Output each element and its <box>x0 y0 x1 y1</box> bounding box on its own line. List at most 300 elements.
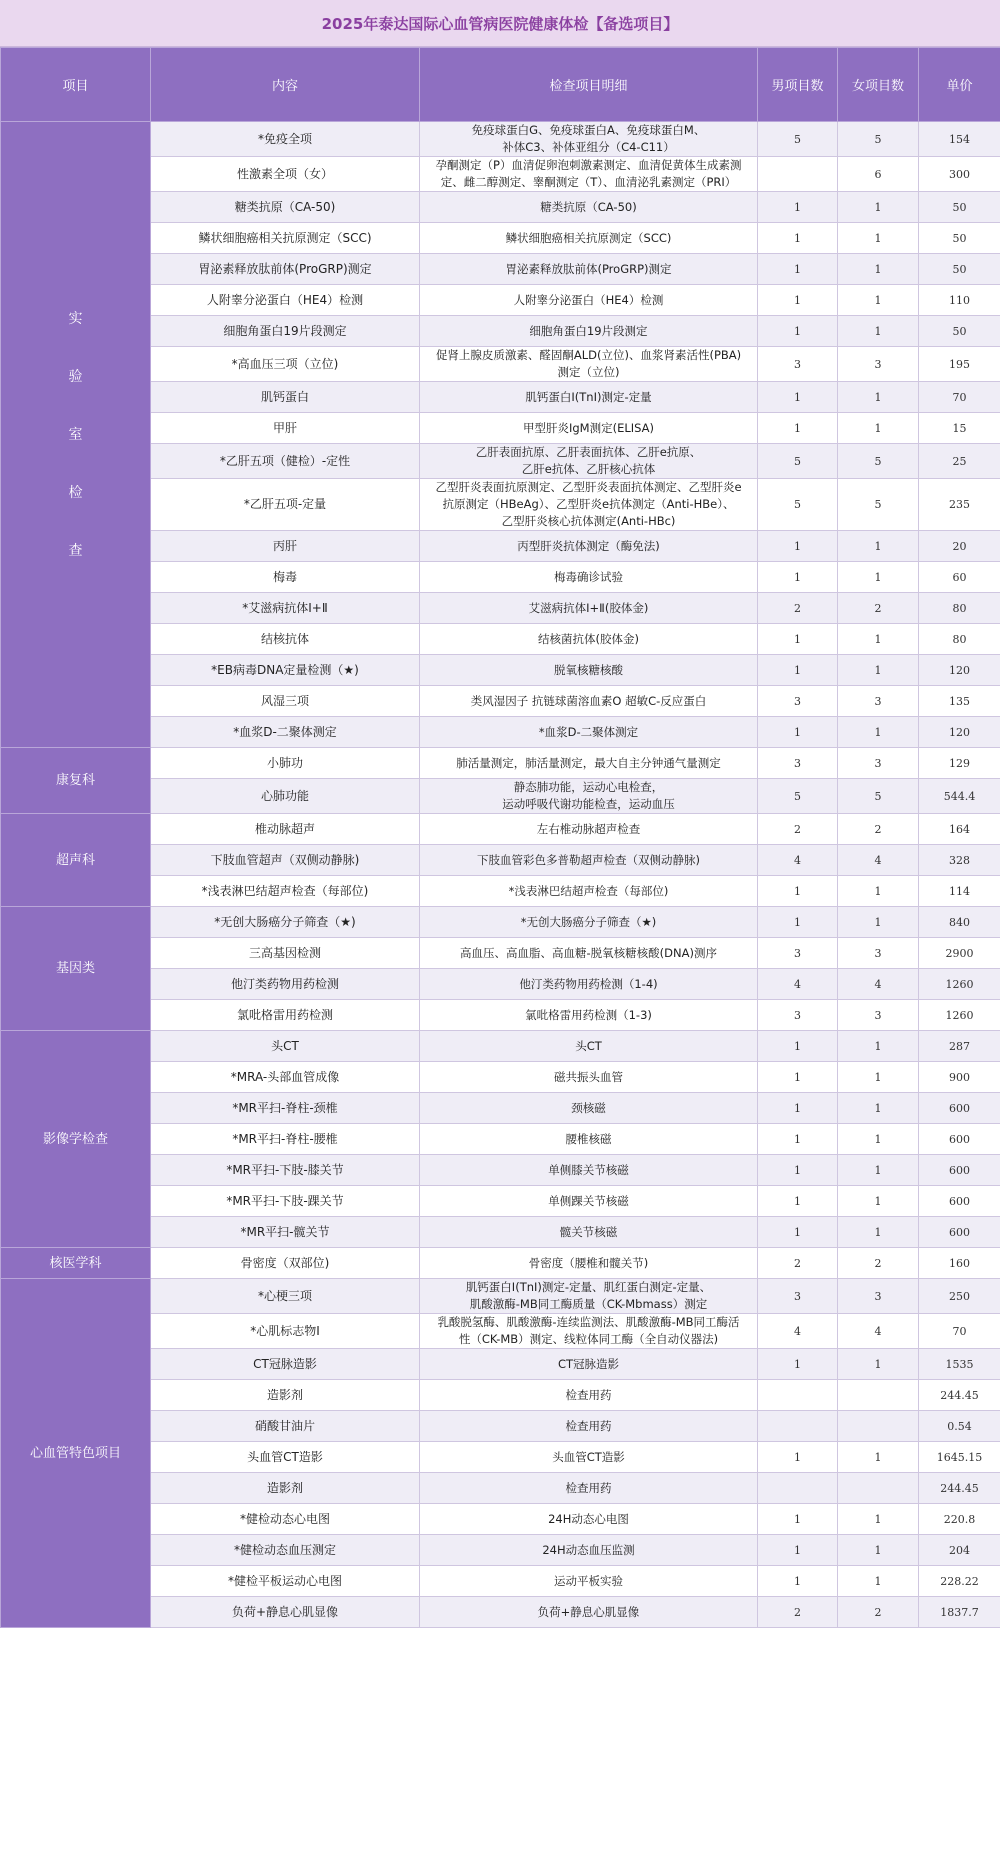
female-count: 1 <box>838 1217 919 1248</box>
male-count: 1 <box>758 1186 838 1217</box>
male-count: 5 <box>758 479 838 531</box>
male-count <box>758 1473 838 1504</box>
unit-price: 195 <box>919 347 1000 382</box>
female-count: 1 <box>838 1093 919 1124</box>
item-detail: 糖类抗原（CA-50) <box>420 192 758 223</box>
table-row <box>1 1597 1000 1628</box>
unit-price: 0.54 <box>919 1411 1000 1442</box>
header-detail: 检查项目明细 <box>420 48 758 122</box>
table-row <box>1 1155 1000 1186</box>
table-header-row <box>1 48 1000 122</box>
unit-price: 600 <box>919 1186 1000 1217</box>
item-content: *健检动态血压测定 <box>151 1535 420 1566</box>
category-cell-imaging <box>1 1031 151 1248</box>
item-detail: *血浆D-二聚体测定 <box>420 717 758 748</box>
table-row <box>1 1124 1000 1155</box>
unit-price: 129 <box>919 748 1000 779</box>
table-row <box>1 938 1000 969</box>
category-cell-cardio <box>1 1279 151 1628</box>
item-detail: 腰椎核磁 <box>420 1124 758 1155</box>
item-detail: 运动平板实验 <box>420 1566 758 1597</box>
male-count: 1 <box>758 254 838 285</box>
female-count: 2 <box>838 814 919 845</box>
table-row <box>1 876 1000 907</box>
item-content: 甲肝 <box>151 413 420 444</box>
item-content: 三高基因检测 <box>151 938 420 969</box>
female-count: 1 <box>838 1535 919 1566</box>
item-detail: 左右椎动脉超声检查 <box>420 814 758 845</box>
table-row <box>1 624 1000 655</box>
male-count: 3 <box>758 686 838 717</box>
male-count: 1 <box>758 1217 838 1248</box>
item-detail: 高血压、高血脂、高血糖-脱氧核糖核酸(DNA)测序 <box>420 938 758 969</box>
unit-price: 20 <box>919 531 1000 562</box>
item-content: 鳞状细胞癌相关抗原测定（SCC) <box>151 223 420 254</box>
unit-price: 287 <box>919 1031 1000 1062</box>
table-row <box>1 1217 1000 1248</box>
unit-price: 114 <box>919 876 1000 907</box>
item-content: *MR平扫-脊柱-腰椎 <box>151 1124 420 1155</box>
male-count: 1 <box>758 285 838 316</box>
unit-price: 1535 <box>919 1349 1000 1380</box>
male-count: 1 <box>758 562 838 593</box>
item-content: 心肺功能 <box>151 779 420 814</box>
female-count: 4 <box>838 845 919 876</box>
female-count: 1 <box>838 624 919 655</box>
unit-price: 1260 <box>919 1000 1000 1031</box>
table-row <box>1 1566 1000 1597</box>
female-count: 1 <box>838 285 919 316</box>
male-count: 1 <box>758 624 838 655</box>
item-detail: 单侧膝关节核磁 <box>420 1155 758 1186</box>
unit-price: 50 <box>919 192 1000 223</box>
female-count: 5 <box>838 779 919 814</box>
table-body <box>1 122 1000 1628</box>
category-cell-nuclear <box>1 1248 151 1279</box>
male-count: 1 <box>758 1062 838 1093</box>
category-cell-ultrasound <box>1 814 151 907</box>
table-row <box>1 1186 1000 1217</box>
table-row <box>1 1442 1000 1473</box>
unit-price: 60 <box>919 562 1000 593</box>
item-content: 氯吡格雷用药检测 <box>151 1000 420 1031</box>
female-count: 2 <box>838 1597 919 1628</box>
item-content: *健检平板运动心电图 <box>151 1566 420 1597</box>
male-count <box>758 1411 838 1442</box>
male-count: 1 <box>758 382 838 413</box>
female-count <box>838 1411 919 1442</box>
male-count: 2 <box>758 1597 838 1628</box>
male-count: 1 <box>758 1566 838 1597</box>
item-content: 造影剂 <box>151 1380 420 1411</box>
table-row <box>1 1349 1000 1380</box>
table-row <box>1 593 1000 624</box>
header-female-count: 女项目数 <box>838 48 919 122</box>
male-count: 1 <box>758 316 838 347</box>
item-detail: 肺活量测定，肺活量测定，最大自主分钟通气量测定 <box>420 748 758 779</box>
male-count: 2 <box>758 593 838 624</box>
item-detail: 促肾上腺皮质激素、醛固酮ALD(立位)、血浆肾素活性(PBA) 测定（立位) <box>420 347 758 382</box>
unit-price: 244.45 <box>919 1380 1000 1411</box>
unit-price: 840 <box>919 907 1000 938</box>
unit-price: 110 <box>919 285 1000 316</box>
table-row <box>1 845 1000 876</box>
item-content: 造影剂 <box>151 1473 420 1504</box>
table-row <box>1 1000 1000 1031</box>
header-male-count: 男项目数 <box>758 48 838 122</box>
item-content: 头血管CT造影 <box>151 1442 420 1473</box>
item-content: 头CT <box>151 1031 420 1062</box>
item-detail: 静态肺功能，运动心电检查， 运动呼吸代谢功能检查，运动血压 <box>420 779 758 814</box>
female-count: 3 <box>838 938 919 969</box>
item-detail: 颈核磁 <box>420 1093 758 1124</box>
female-count: 5 <box>838 479 919 531</box>
unit-price: 900 <box>919 1062 1000 1093</box>
unit-price: 300 <box>919 157 1000 192</box>
unit-price: 544.4 <box>919 779 1000 814</box>
female-count: 3 <box>838 1000 919 1031</box>
table-row <box>1 316 1000 347</box>
unit-price: 228.22 <box>919 1566 1000 1597</box>
item-detail: 头CT <box>420 1031 758 1062</box>
table-row <box>1 717 1000 748</box>
item-content: *艾滋病抗体Ⅰ+Ⅱ <box>151 593 420 624</box>
unit-price: 600 <box>919 1217 1000 1248</box>
male-count: 1 <box>758 413 838 444</box>
female-count: 1 <box>838 1442 919 1473</box>
item-detail: 梅毒确诊试验 <box>420 562 758 593</box>
item-content: *浅表淋巴结超声检查（每部位) <box>151 876 420 907</box>
item-content: *免疫全项 <box>151 122 420 157</box>
female-count: 1 <box>838 413 919 444</box>
item-content: *MRA-头部血管成像 <box>151 1062 420 1093</box>
item-content: *MR平扫-下肢-踝关节 <box>151 1186 420 1217</box>
item-content: 小肺功 <box>151 748 420 779</box>
item-detail: 骨密度（腰椎和髋关节) <box>420 1248 758 1279</box>
male-count: 3 <box>758 1000 838 1031</box>
table-row <box>1 686 1000 717</box>
female-count: 5 <box>838 444 919 479</box>
male-count: 3 <box>758 748 838 779</box>
female-count: 1 <box>838 1186 919 1217</box>
female-count: 4 <box>838 1314 919 1349</box>
male-count <box>758 1380 838 1411</box>
table-row <box>1 479 1000 531</box>
table-row <box>1 1031 1000 1062</box>
male-count: 3 <box>758 347 838 382</box>
unit-price: 70 <box>919 1314 1000 1349</box>
table-row <box>1 122 1000 157</box>
table-row <box>1 223 1000 254</box>
item-content: 胃泌素释放肽前体(ProGRP)测定 <box>151 254 420 285</box>
exam-table <box>0 47 1000 1628</box>
unit-price: 135 <box>919 686 1000 717</box>
unit-price: 25 <box>919 444 1000 479</box>
male-count: 1 <box>758 1031 838 1062</box>
female-count <box>838 1473 919 1504</box>
item-detail: 乳酸脱氢酶、肌酸激酶-连续监测法、肌酸激酶-MB同工酶活 性（CK-MB）测定、线粒体同工酶（全自动仪器法) <box>420 1314 758 1349</box>
table-row <box>1 413 1000 444</box>
item-content: *乙肝五项（健检）-定性 <box>151 444 420 479</box>
header-price: 单价 <box>919 48 1000 122</box>
female-count: 3 <box>838 686 919 717</box>
item-content: 下肢血管超声（双侧动静脉) <box>151 845 420 876</box>
female-count: 1 <box>838 717 919 748</box>
unit-price: 15 <box>919 413 1000 444</box>
table-row <box>1 1473 1000 1504</box>
item-content: 他汀类药物用药检测 <box>151 969 420 1000</box>
item-content: 硝酸甘油片 <box>151 1411 420 1442</box>
male-count: 3 <box>758 938 838 969</box>
unit-price: 204 <box>919 1535 1000 1566</box>
item-detail: *无创大肠癌分子筛查（★) <box>420 907 758 938</box>
table-row <box>1 1411 1000 1442</box>
male-count: 1 <box>758 1349 838 1380</box>
category-label: 康复科 <box>55 773 95 788</box>
male-count: 1 <box>758 192 838 223</box>
table-row <box>1 655 1000 686</box>
table-row <box>1 531 1000 562</box>
item-content: *血浆D-二聚体测定 <box>151 717 420 748</box>
unit-price: 600 <box>919 1093 1000 1124</box>
female-count: 1 <box>838 192 919 223</box>
item-detail: 他汀类药物用药检测（1-4) <box>420 969 758 1000</box>
female-count: 1 <box>838 655 919 686</box>
item-detail: 24H动态心电图 <box>420 1504 758 1535</box>
unit-price: 1260 <box>919 969 1000 1000</box>
male-count: 1 <box>758 655 838 686</box>
female-count <box>838 1380 919 1411</box>
item-detail: 结核菌抗体(胶体金) <box>420 624 758 655</box>
unit-price: 70 <box>919 382 1000 413</box>
female-count: 2 <box>838 1248 919 1279</box>
unit-price: 120 <box>919 655 1000 686</box>
item-content: *EB病毒DNA定量检测（★) <box>151 655 420 686</box>
item-content: 细胞角蛋白19片段测定 <box>151 316 420 347</box>
category-cell-gene <box>1 907 151 1031</box>
unit-price: 220.8 <box>919 1504 1000 1535</box>
item-content: 梅毒 <box>151 562 420 593</box>
table-row <box>1 969 1000 1000</box>
female-count: 1 <box>838 562 919 593</box>
item-content: *健检动态心电图 <box>151 1504 420 1535</box>
item-detail: 髋关节核磁 <box>420 1217 758 1248</box>
female-count: 1 <box>838 907 919 938</box>
table-row <box>1 444 1000 479</box>
table-row <box>1 1279 1000 1314</box>
unit-price: 50 <box>919 316 1000 347</box>
item-detail: 类风湿因子 抗链球菌溶血素O 超敏C-反应蛋白 <box>420 686 758 717</box>
table-row <box>1 562 1000 593</box>
item-content: *乙肝五项-定量 <box>151 479 420 531</box>
page-title: 2025年泰达国际心血管病医院健康体检【备选项目】 <box>0 0 1000 47</box>
category-label: 基因类 <box>55 961 95 976</box>
female-count: 4 <box>838 969 919 1000</box>
unit-price: 2900 <box>919 938 1000 969</box>
female-count: 6 <box>838 157 919 192</box>
item-detail: 甲型肝炎IgM测定(ELISA) <box>420 413 758 444</box>
male-count: 4 <box>758 845 838 876</box>
female-count: 1 <box>838 1566 919 1597</box>
male-count: 1 <box>758 1442 838 1473</box>
item-detail: *浅表淋巴结超声检查（每部位) <box>420 876 758 907</box>
unit-price: 600 <box>919 1124 1000 1155</box>
male-count: 1 <box>758 223 838 254</box>
unit-price: 1645.15 <box>919 1442 1000 1473</box>
item-detail: 24H动态血压监测 <box>420 1535 758 1566</box>
unit-price: 50 <box>919 254 1000 285</box>
unit-price: 600 <box>919 1155 1000 1186</box>
female-count: 1 <box>838 531 919 562</box>
table-row <box>1 907 1000 938</box>
female-count: 1 <box>838 1031 919 1062</box>
male-count: 5 <box>758 122 838 157</box>
item-content: *MR平扫-下肢-膝关节 <box>151 1155 420 1186</box>
table-row <box>1 157 1000 192</box>
male-count <box>758 157 838 192</box>
item-detail: 乙肝表面抗原、乙肝表面抗体、乙肝e抗原、 乙肝e抗体、乙肝核心抗体 <box>420 444 758 479</box>
item-content: *MR平扫-髋关节 <box>151 1217 420 1248</box>
female-count: 1 <box>838 1504 919 1535</box>
category-label: 实 验 室 检 查 <box>68 310 83 559</box>
category-cell-lab <box>1 122 151 748</box>
item-content: 肌钙蛋白 <box>151 382 420 413</box>
item-content: CT冠脉造影 <box>151 1349 420 1380</box>
table-row <box>1 1248 1000 1279</box>
male-count: 5 <box>758 779 838 814</box>
male-count: 1 <box>758 876 838 907</box>
item-content: 性激素全项（女） <box>151 157 420 192</box>
female-count: 1 <box>838 1155 919 1186</box>
unit-price: 120 <box>919 717 1000 748</box>
table-row <box>1 1504 1000 1535</box>
item-detail: 检查用药 <box>420 1473 758 1504</box>
table-row <box>1 779 1000 814</box>
item-content: *心肌标志物I <box>151 1314 420 1349</box>
female-count: 2 <box>838 593 919 624</box>
item-detail: 鳞状细胞癌相关抗原测定（SCC) <box>420 223 758 254</box>
female-count: 3 <box>838 1279 919 1314</box>
male-count: 1 <box>758 1535 838 1566</box>
female-count: 1 <box>838 223 919 254</box>
unit-price: 250 <box>919 1279 1000 1314</box>
item-detail: CT冠脉造影 <box>420 1349 758 1380</box>
item-content: 椎动脉超声 <box>151 814 420 845</box>
item-content: *MR平扫-脊柱-颈椎 <box>151 1093 420 1124</box>
category-label: 心血管特色项目 <box>29 1445 121 1461</box>
table-row <box>1 1062 1000 1093</box>
table-row <box>1 192 1000 223</box>
item-content: 丙肝 <box>151 531 420 562</box>
male-count: 4 <box>758 1314 838 1349</box>
item-detail: 免疫球蛋白G、免疫球蛋白A、免疫球蛋白M、 补体C3、补体亚组分（C4-C11） <box>420 122 758 157</box>
item-detail: 细胞角蛋白19片段测定 <box>420 316 758 347</box>
item-content: 糖类抗原（CA-50) <box>151 192 420 223</box>
item-detail: 乙型肝炎表面抗原测定、乙型肝炎表面抗体测定、乙型肝炎e 抗原测定（HBeAg）、乙型肝炎e抗体测定（Anti-HBe）、 乙型肝炎核心抗体测定(Anti-HBc) <box>420 479 758 531</box>
item-detail: 氯吡格雷用药检测（1-3) <box>420 1000 758 1031</box>
item-detail: 胃泌素释放肽前体(ProGRP)测定 <box>420 254 758 285</box>
unit-price: 50 <box>919 223 1000 254</box>
table-row <box>1 1535 1000 1566</box>
table-row <box>1 1093 1000 1124</box>
item-content: 结核抗体 <box>151 624 420 655</box>
item-detail: 肌钙蛋白I(TnI)测定-定量 <box>420 382 758 413</box>
item-content: 骨密度（双部位) <box>151 1248 420 1279</box>
unit-price: 235 <box>919 479 1000 531</box>
male-count: 1 <box>758 1124 838 1155</box>
unit-price: 160 <box>919 1248 1000 1279</box>
item-detail: 艾滋病抗体Ⅰ+Ⅱ(胶体金) <box>420 593 758 624</box>
unit-price: 164 <box>919 814 1000 845</box>
female-count: 3 <box>838 748 919 779</box>
item-detail: 肌钙蛋白I(TnI)测定-定量、肌红蛋白测定-定量、 肌酸激酶-MB同工酶质量（CK-Mbmass）测定 <box>420 1279 758 1314</box>
table-row <box>1 1380 1000 1411</box>
category-label: 影像学检查 <box>42 1131 108 1147</box>
female-count: 1 <box>838 876 919 907</box>
item-content: 负荷+静息心肌显像 <box>151 1597 420 1628</box>
female-count: 1 <box>838 316 919 347</box>
male-count: 1 <box>758 907 838 938</box>
female-count: 1 <box>838 1349 919 1380</box>
male-count: 1 <box>758 1093 838 1124</box>
item-detail: 负荷+静息心肌显像 <box>420 1597 758 1628</box>
table-row <box>1 1314 1000 1349</box>
table-row <box>1 382 1000 413</box>
male-count: 1 <box>758 717 838 748</box>
unit-price: 1837.7 <box>919 1597 1000 1628</box>
male-count: 3 <box>758 1279 838 1314</box>
item-detail: 孕酮测定（P）血清促卵泡刺激素测定、血清促黄体生成素测 定、雌二醇测定、睾酮测定（T）、血清泌乳素测定（PRI） <box>420 157 758 192</box>
unit-price: 244.45 <box>919 1473 1000 1504</box>
unit-price: 80 <box>919 624 1000 655</box>
item-content: 风湿三项 <box>151 686 420 717</box>
female-count: 1 <box>838 382 919 413</box>
female-count: 1 <box>838 1062 919 1093</box>
male-count: 2 <box>758 1248 838 1279</box>
unit-price: 328 <box>919 845 1000 876</box>
male-count: 1 <box>758 1504 838 1535</box>
item-detail: 单侧踝关节核磁 <box>420 1186 758 1217</box>
item-detail: 丙型肝炎抗体测定（酶免法) <box>420 531 758 562</box>
category-cell-rehab <box>1 748 151 814</box>
item-detail: 下肢血管彩色多普勒超声检查（双侧动静脉) <box>420 845 758 876</box>
male-count: 5 <box>758 444 838 479</box>
item-content: *无创大肠癌分子筛查（★) <box>151 907 420 938</box>
male-count: 1 <box>758 1155 838 1186</box>
female-count: 1 <box>838 1124 919 1155</box>
item-content: 人附睾分泌蛋白（HE4）检测 <box>151 285 420 316</box>
table-row <box>1 285 1000 316</box>
male-count: 2 <box>758 814 838 845</box>
header-content: 内容 <box>151 48 420 122</box>
item-content: *高血压三项（立位) <box>151 347 420 382</box>
item-content: *心梗三项 <box>151 1279 420 1314</box>
male-count: 4 <box>758 969 838 1000</box>
female-count: 5 <box>838 122 919 157</box>
unit-price: 80 <box>919 593 1000 624</box>
unit-price: 154 <box>919 122 1000 157</box>
item-detail: 人附睾分泌蛋白（HE4）检测 <box>420 285 758 316</box>
table-row <box>1 748 1000 779</box>
table-row <box>1 347 1000 382</box>
category-label: 超声科 <box>55 852 95 868</box>
item-detail: 头血管CT造影 <box>420 1442 758 1473</box>
header-category: 项目 <box>1 48 151 122</box>
item-detail: 磁共振头血管 <box>420 1062 758 1093</box>
table-row <box>1 254 1000 285</box>
female-count: 3 <box>838 347 919 382</box>
table-row <box>1 814 1000 845</box>
